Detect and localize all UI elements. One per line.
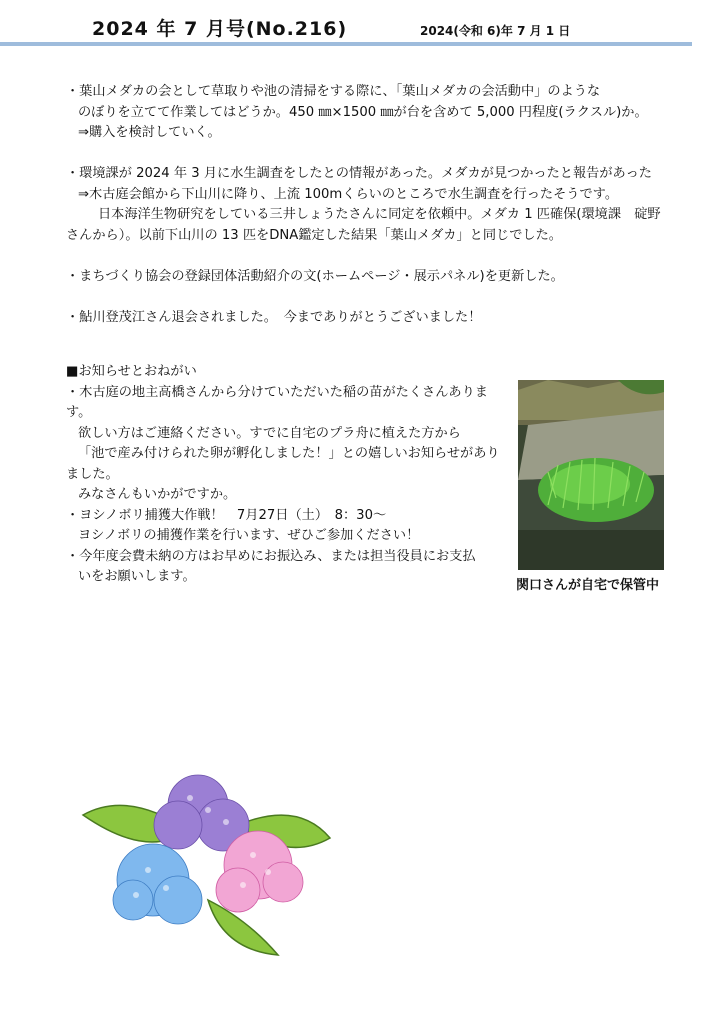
notice-line9: ・今年度会費未納の方はお早めにお振込み、または担当役員にお支払 [66, 548, 476, 564]
notice-line5: ました。 [66, 466, 119, 482]
rice-seedlings-photo [518, 380, 664, 570]
report-items [66, 82, 706, 328]
notice-line7: ・ヨシノボリ捕獲大作戦！ 7月27日（土） 8：30～ [66, 507, 387, 523]
notice-line2: す。 [66, 405, 92, 420]
item2-line1: ・環境課が 2024 年 3 月に水生調査をしたとの情報があった。メダカが見つかったと報告があった [66, 166, 652, 181]
newsletter-header [0, 0, 724, 48]
item1-line1: ・葉山メダカの会として草取りや池の清掃をする際に、「葉山メダカの会活動中」のような [66, 84, 601, 99]
notice-section [66, 362, 516, 588]
issue-date: 2024(令和 6)年 7 月 1 日 [420, 24, 571, 38]
notice-line1: ・木古庭の地主高橋さんから分けていただいた稲の苗がたくさんありま [66, 384, 488, 400]
item2-line3: 日本海洋生物研究をしている三井しょうたさんに同定を依頼中。メダカ 1 匹確保(環境課 碇野 [98, 207, 661, 222]
hydrangea-illustration [78, 770, 338, 960]
item4: ・鮎川登茂江さん退会されました。 今までありがとうございました！ [66, 309, 482, 325]
issue-title: 2024 年 7 月号(No.216) [92, 18, 348, 40]
item2-line2: ⇒木古庭会館から下山川に降り、上流 100mくらいのところで水生調査を行ったそうです。 [78, 186, 619, 202]
notice-line10: いをお願いします。 [78, 569, 196, 584]
item3: ・まちづくり協会の登録団体活動紹介の文(ホームページ・展示パネル)を更新した。 [66, 268, 564, 284]
notice-line3: 欲しい方はご連絡ください。すでに自宅のプラ舟に植えた方から [78, 425, 461, 441]
notice-line8: ヨシノボリの捕獲作業を行います、ぜひご参加ください！ [78, 528, 420, 543]
item1-line2: のぼりを立てて作業してはどうか。450 ㎜×1500 ㎜が台を含めて 5,000 円程度(ラクスル)か。 [78, 104, 648, 120]
notice-line4: 「池で産み付けられた卵が孵化しました！」との嬉しいお知らせがあり [78, 446, 500, 461]
notice-line6: みなさんもいかがですか。 [78, 487, 237, 502]
item1-line3: ⇒購入を検討していく。 [78, 125, 221, 140]
header-rule [0, 42, 692, 46]
notice-heading: ■お知らせとおねがい [66, 364, 197, 379]
item2-line4: さんから）。以前下山川の 13 匹をDNA鑑定した結果「葉山メダカ」と同じでした。 [66, 227, 562, 243]
photo-caption: 関口さんが自宅で保管中 [516, 578, 660, 593]
